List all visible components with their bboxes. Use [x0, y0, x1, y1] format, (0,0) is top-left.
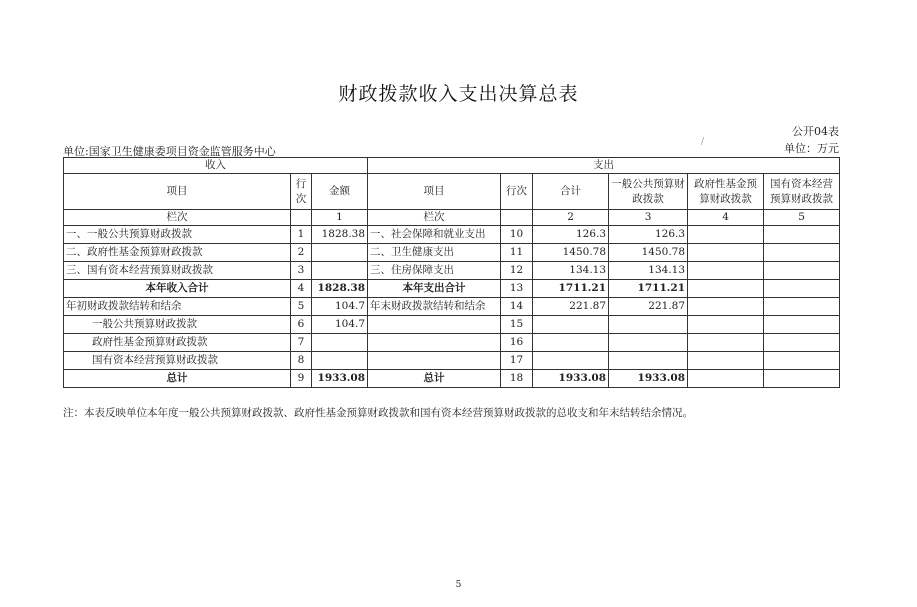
income-row-number-cell: 9: [291, 370, 312, 388]
income-row-number-cell: 5: [291, 298, 312, 316]
table-row: [64, 334, 840, 352]
expense-item-cell: 一、社会保障和就业支出: [368, 226, 501, 244]
income-row-number-cell: 3: [291, 262, 312, 280]
expense-total-cell: [533, 352, 609, 370]
income-item-cell: 总计: [64, 370, 291, 388]
general-budget-cell: [609, 334, 688, 352]
table-row: [64, 244, 840, 262]
expense-total-cell: 1711.21: [533, 280, 609, 298]
table-row: [64, 370, 840, 388]
general-budget-cell: 1711.21: [609, 280, 688, 298]
general-budget-cell: [609, 316, 688, 334]
state-capital-cell: [764, 226, 840, 244]
page-title: 财政拨款收入支出决算总表: [338, 83, 579, 105]
header-income-item: 项目: [64, 174, 291, 210]
fund-budget-cell: [688, 352, 764, 370]
state-capital-cell: [764, 244, 840, 262]
expense-total-cell: 126.3: [533, 226, 609, 244]
table-row: [64, 316, 840, 334]
header-state-capital-budget: 国有资本经营预算财政拨款: [764, 174, 840, 210]
table-footnote: 注：本表反映单位本年度一般公共预算财政拨款、政府性基金预算财政拨款和国有资本经营预算财政拨款的总收支和年末结转结余情况。: [63, 407, 693, 419]
column-index-4: 4: [688, 210, 764, 226]
income-section-header: 收入: [64, 158, 368, 174]
expense-row-number-cell: 12: [501, 262, 533, 280]
income-row-number-cell: 7: [291, 334, 312, 352]
section-header-row: [64, 158, 840, 174]
income-row-number-cell: 6: [291, 316, 312, 334]
income-item-cell: 年初财政拨款结转和结余: [64, 298, 291, 316]
expense-item-cell: 三、住房保障支出: [368, 262, 501, 280]
budget-summary-table: [63, 157, 840, 388]
income-amount-cell: 104.7: [312, 298, 368, 316]
income-row-number-cell: 2: [291, 244, 312, 262]
income-item-cell: 一般公共预算财政拨款: [64, 316, 291, 334]
expense-row-number-cell: 11: [501, 244, 533, 262]
expense-row-number-cell: 18: [501, 370, 533, 388]
header-expense-row-no: 行次: [501, 174, 533, 210]
income-amount-cell: 1933.08: [312, 370, 368, 388]
income-row-number-cell: 8: [291, 352, 312, 370]
table-row: [64, 226, 840, 244]
state-capital-cell: [764, 298, 840, 316]
column-index-2: 2: [533, 210, 609, 226]
expense-row-number-cell: 13: [501, 280, 533, 298]
income-amount-cell: 1828.38: [312, 280, 368, 298]
expense-total-cell: 1933.08: [533, 370, 609, 388]
expense-row-number-cell: 10: [501, 226, 533, 244]
state-capital-cell: [764, 334, 840, 352]
reporting-unit: 单位:国家卫生健康委项目资金监管服务中心: [63, 145, 276, 158]
state-capital-cell: [764, 280, 840, 298]
expense-total-cell: 221.87: [533, 298, 609, 316]
state-capital-cell: [764, 262, 840, 280]
column-index-label: 栏次: [64, 210, 291, 226]
state-capital-cell: [764, 370, 840, 388]
general-budget-cell: 126.3: [609, 226, 688, 244]
income-amount-cell: [312, 334, 368, 352]
fund-budget-cell: [688, 226, 764, 244]
income-item-cell: 二、政府性基金预算财政拨款: [64, 244, 291, 262]
expense-item-cell: 本年支出合计: [368, 280, 501, 298]
fund-budget-cell: [688, 334, 764, 352]
fund-budget-cell: [688, 262, 764, 280]
column-index-blank-right: [501, 210, 533, 226]
table-row: [64, 298, 840, 316]
expense-section-header: 支出: [368, 158, 840, 174]
header-income-row-no: 行次: [291, 174, 312, 210]
income-amount-cell: [312, 244, 368, 262]
column-index-label-right: 栏次: [368, 210, 501, 226]
state-capital-cell: [764, 352, 840, 370]
expense-row-number-cell: 17: [501, 352, 533, 370]
table-row: [64, 280, 840, 298]
expense-item-cell: 年末财政拨款结转和结余: [368, 298, 501, 316]
income-amount-cell: [312, 352, 368, 370]
expense-item-cell: 总计: [368, 370, 501, 388]
income-row-number-cell: 1: [291, 226, 312, 244]
expense-total-cell: 1450.78: [533, 244, 609, 262]
table-row: [64, 352, 840, 370]
expense-total-cell: [533, 316, 609, 334]
fund-budget-cell: [688, 298, 764, 316]
expense-item-cell: [368, 334, 501, 352]
header-general-budget: 一般公共预算财政拨款: [609, 174, 688, 210]
column-header-row: [64, 174, 840, 210]
fund-budget-cell: [688, 316, 764, 334]
column-index-5: 5: [764, 210, 840, 226]
income-item-cell: 三、国有资本经营预算财政拨款: [64, 262, 291, 280]
expense-row-number-cell: 14: [501, 298, 533, 316]
header-total: 合计: [533, 174, 609, 210]
general-budget-cell: [609, 352, 688, 370]
general-budget-cell: 134.13: [609, 262, 688, 280]
general-budget-cell: 1450.78: [609, 244, 688, 262]
income-amount-cell: 1828.38: [312, 226, 368, 244]
expense-item-cell: 二、卫生健康支出: [368, 244, 501, 262]
table-row: [64, 262, 840, 280]
stray-mark: /: [701, 137, 705, 147]
currency-unit: 单位：万元: [784, 142, 839, 155]
header-income-amount: 金额: [312, 174, 368, 210]
income-amount-cell: 104.7: [312, 316, 368, 334]
expense-row-number-cell: 15: [501, 316, 533, 334]
fund-budget-cell: [688, 280, 764, 298]
expense-total-cell: 134.13: [533, 262, 609, 280]
header-fund-budget: 政府性基金预算财政拨款: [688, 174, 764, 210]
general-budget-cell: 221.87: [609, 298, 688, 316]
expense-item-cell: [368, 352, 501, 370]
expense-row-number-cell: 16: [501, 334, 533, 352]
income-item-cell: 国有资本经营预算财政拨款: [64, 352, 291, 370]
form-number: 公开04表: [792, 125, 839, 138]
column-index-1: 1: [312, 210, 368, 226]
fund-budget-cell: [688, 244, 764, 262]
column-index-blank: [291, 210, 312, 226]
column-index-3: 3: [609, 210, 688, 226]
income-row-number-cell: 4: [291, 280, 312, 298]
state-capital-cell: [764, 316, 840, 334]
income-item-cell: 政府性基金预算财政拨款: [64, 334, 291, 352]
expense-total-cell: [533, 334, 609, 352]
column-index-row: [64, 210, 840, 226]
header-expense-item: 项目: [368, 174, 501, 210]
fund-budget-cell: [688, 370, 764, 388]
general-budget-cell: 1933.08: [609, 370, 688, 388]
income-amount-cell: [312, 262, 368, 280]
page-number: 5: [455, 580, 462, 590]
income-item-cell: 一、一般公共预算财政拨款: [64, 226, 291, 244]
expense-item-cell: [368, 316, 501, 334]
income-item-cell: 本年收入合计: [64, 280, 291, 298]
